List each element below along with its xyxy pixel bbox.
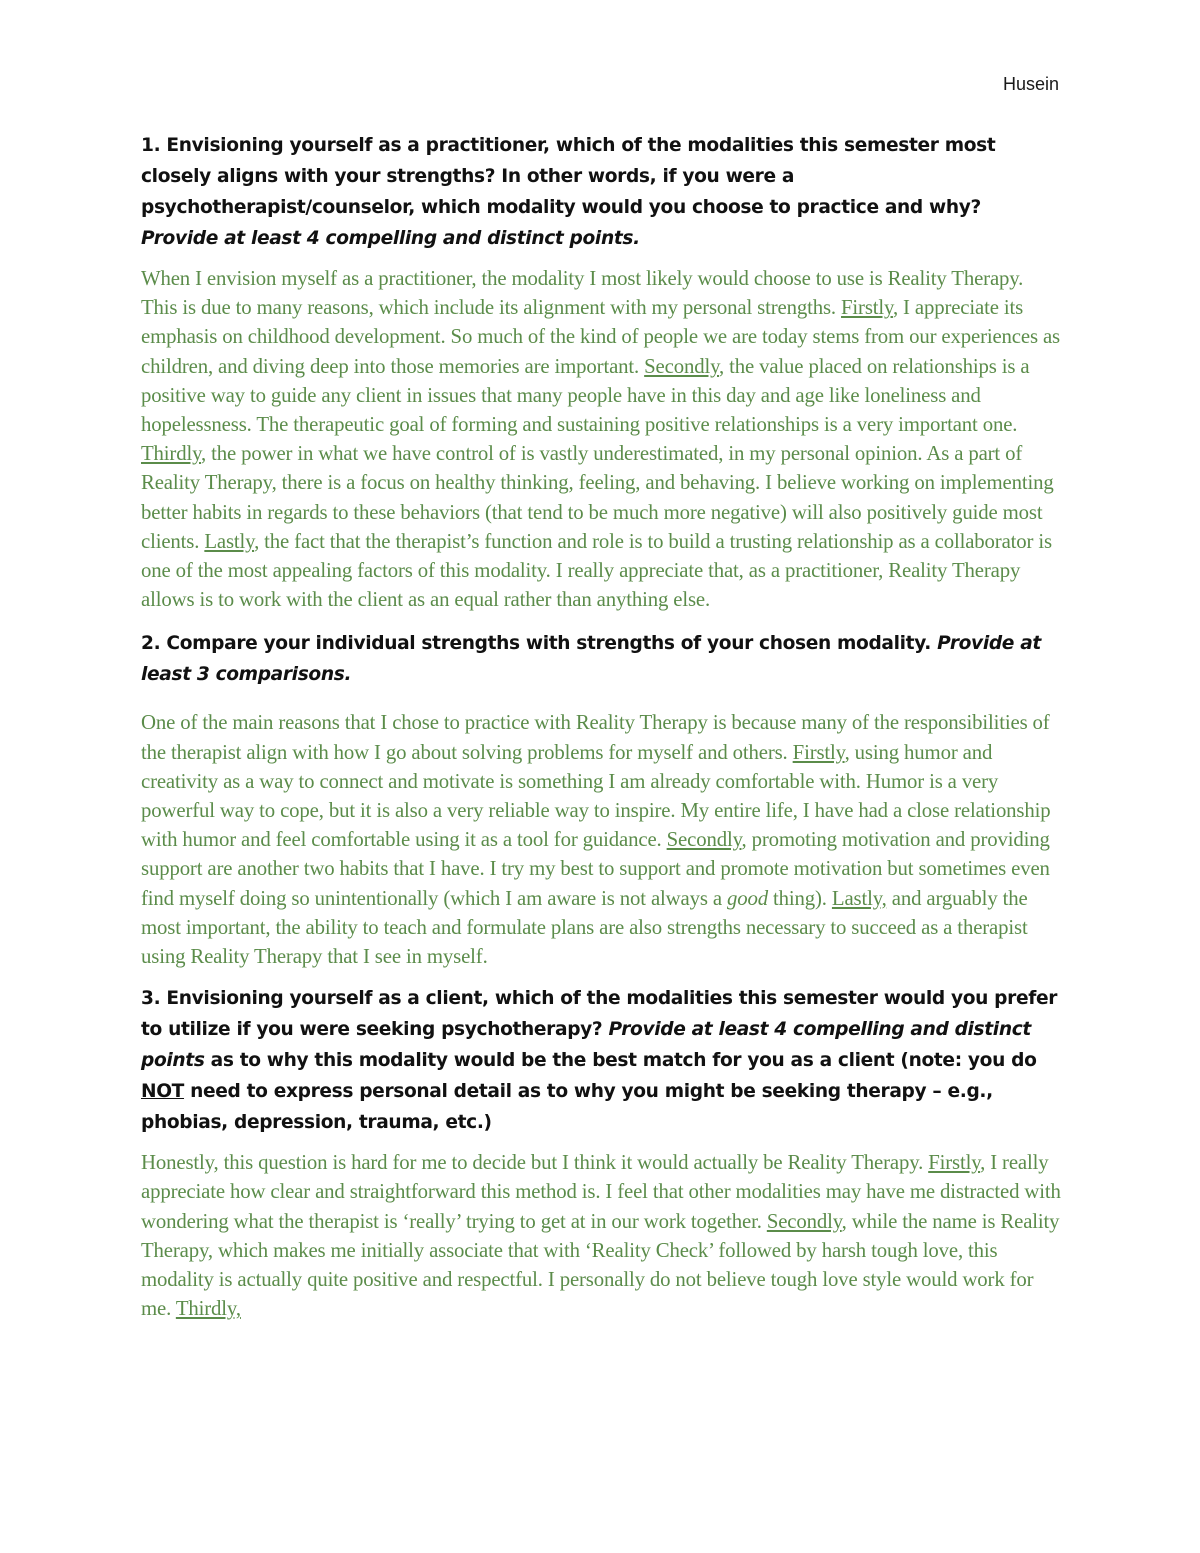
- answer-2-part-1: One of the main reasons that I chose to practice with Reality Therapy is because many of the responsibilities of the therapist align with how I go about solving problems for myself and others.: [141, 711, 1050, 764]
- answer-2-part-5: and arguably the most important, the ability to teach and formulate plans are also strengths necessary to succeed as a therapist using Reality Therapy that I see in myself.: [141, 886, 1028, 969]
- question-3-not: NOT: [141, 1081, 185, 1103]
- question-1-text: 1. Envisioning yourself as a practitioner, which of the modalities this semester most closely aligns with your strengths? In other words, if you were a psychotherapist/counselor, which modality would you choose to practice and why?: [141, 135, 996, 218]
- answer-1-thirdly: Thirdly: [141, 442, 201, 466]
- answer-1-lastly: Lastly: [204, 529, 255, 553]
- document-body: [141, 130, 1061, 1323]
- answer-1-secondly: Secondly: [644, 354, 719, 378]
- answer-1-part-3: , the value placed on relationships is a positive way to guide any client in issues that many people have in this day and age like loneliness and hopelessness. The therapeutic goal of forming and sustaining positive relationships is a very important one.: [141, 354, 1030, 437]
- question-1-emphasis: Provide at least 4 compelling and distinct points.: [141, 228, 640, 249]
- answer-1-part-1: When I envision myself as a practitioner, the modality I most likely would choose to use is Reality Therapy. This is due to many reasons, which include its alignment with my personal strengths.: [141, 267, 1024, 320]
- answer-3-part-2: , I really appreciate how clear and straightforward this method is. I feel that other modalities may have me distracted with wondering what the therapist is ‘really’ trying to get at in our work together.: [141, 1151, 1061, 1233]
- question-3-text-3: need to express personal detail as to why you might be seeking therapy – e.g., phobias, depression, trauma, etc.): [141, 1081, 993, 1134]
- answer-1-part-2: , I appreciate its emphasis on childhood development. So much of the kind of people we are today stems from our experiences as children, and diving deep into those memories are important.: [141, 296, 1060, 378]
- answer-2-part-3: , promoting motivation and providing support are another two habits that I have. I try my best to support and promote motivation but sometimes even find myself doing so unintentionally (which I am aware is not always a: [141, 828, 1050, 910]
- answer-1: [141, 264, 1061, 614]
- answer-1-part-4: , the power in what we have control of is vastly underestimated, in my personal opinion. As a part of Reality Therapy, there is a focus on healthy thinking, feeling, and behaving. I believe working on implementing better habits in regards to these behaviors (that tend to be much more negative) will also positively guide most clients.: [141, 442, 1054, 553]
- answer-2-secondly: Secondly: [666, 828, 742, 852]
- answer-3-thirdly: Thirdly,: [175, 1297, 241, 1321]
- question-3-text: 3. Envisioning yourself as a client, which of the modalities this semester would you prefer to utilize if you were seeking psychotherapy?: [141, 988, 1058, 1041]
- answer-2: [141, 708, 1061, 971]
- question-2: [141, 628, 1061, 690]
- answer-2-firstly: Firstly: [792, 740, 845, 764]
- question-3-emphasis: Provide at least 4 compelling and distinct points: [141, 1019, 1031, 1072]
- answer-1-part-5: , the fact that the therapist’s function and role is to build a trusting relationship as a collaborator is one of the most appealing factors of this modality. I really appreciate that, as a practitioner, Reality Therapy allows is to work with the client as an equal rather than anything else.: [141, 529, 1052, 612]
- answer-2-part-2: , using humor and creativity as a way to connect and motivate is something I am already comfortable with. Humor is a very powerful way to cope, but it is also a very reliable way to inspire. My entire life, I have had a close relationship with humor and feel comfortable using it as a tool for guidance.: [141, 740, 1051, 852]
- answer-2-part-4: thing).: [767, 886, 832, 910]
- question-2-text: 2. Compare your individual strengths with strengths of your chosen modality.: [141, 633, 938, 655]
- question-3: [141, 983, 1061, 1138]
- answer-2-lastly: Lastly,: [831, 886, 887, 910]
- question-3-text-2: as to why this modality would be the best match for you as a client (note: you do: [204, 1050, 1037, 1072]
- answer-3-part-3: , while the name is Reality Therapy, which makes me initially associate that with ‘Reality Check’ followed by harsh tough love, this modality is actually quite positive and respectful. I personally do not believe tough love style would work for me.: [141, 1209, 1060, 1321]
- question-2-emphasis: Provide at least 3 comparisons.: [141, 633, 1041, 686]
- answer-3-part-1: Honestly, this question is hard for me to decide but I think it would actually be Reality Therapy.: [141, 1151, 929, 1175]
- answer-3-firstly: Firstly: [928, 1151, 981, 1175]
- answer-3-secondly: Secondly: [766, 1209, 842, 1233]
- question-1: [141, 130, 1061, 254]
- answer-1-firstly: Firstly: [841, 296, 893, 320]
- answer-2-good: good: [726, 886, 768, 910]
- answer-3: [141, 1148, 1061, 1323]
- header-author: Husein: [1002, 74, 1059, 94]
